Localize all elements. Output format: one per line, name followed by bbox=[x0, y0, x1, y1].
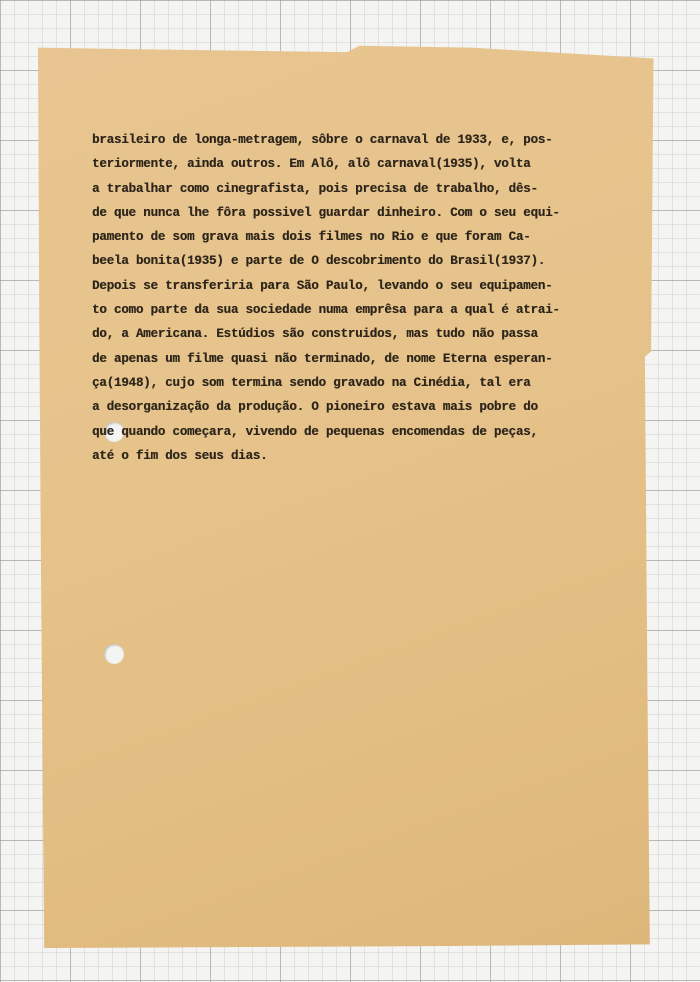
text-line: de que nunca lhe fôra possivel guardar dinheiro. Com o seu equi- bbox=[92, 205, 560, 220]
text-line: até o fim dos seus dias. bbox=[92, 448, 268, 463]
text-line: to como parte da sua sociedade numa emprêsa para a qual é atrai- bbox=[92, 303, 560, 318]
text-line: beela bonita(1935) e parte de O descobrimento do Brasil(1937). bbox=[92, 254, 546, 269]
punch-hole-bottom bbox=[104, 644, 124, 664]
text-line: que quando começara, vivendo de pequenas encomendas de peças, bbox=[92, 424, 538, 439]
text-line: Depois se transferiria para São Paulo, levando o seu equipamen- bbox=[92, 278, 553, 293]
text-line: pamento de som grava mais dois filmes no Rio e que foram Ca- bbox=[92, 230, 531, 245]
text-line: brasileiro de longa-metragem, sôbre o carnaval de 1933, e, pos- bbox=[92, 133, 553, 147]
text-line: ça(1948), cujo som termina sendo gravado na Cinédia, tal era bbox=[92, 375, 531, 390]
text-line: a trabalhar como cinegrafista, pois precisa de trabalho, dês- bbox=[92, 181, 538, 196]
typed-text-body bbox=[92, 128, 562, 468]
text-line: teriormente, ainda outros. Em Alô, alô carnaval(1935), volta bbox=[92, 157, 531, 172]
text-line: a desorganização da produção. O pioneiro estava mais pobre do bbox=[92, 400, 538, 415]
text-line: de apenas um filme quasi não terminado, de nome Eterna esperan- bbox=[92, 351, 553, 366]
text-line: do, a Americana. Estúdios são construidos, mas tudo não passa bbox=[92, 327, 538, 342]
